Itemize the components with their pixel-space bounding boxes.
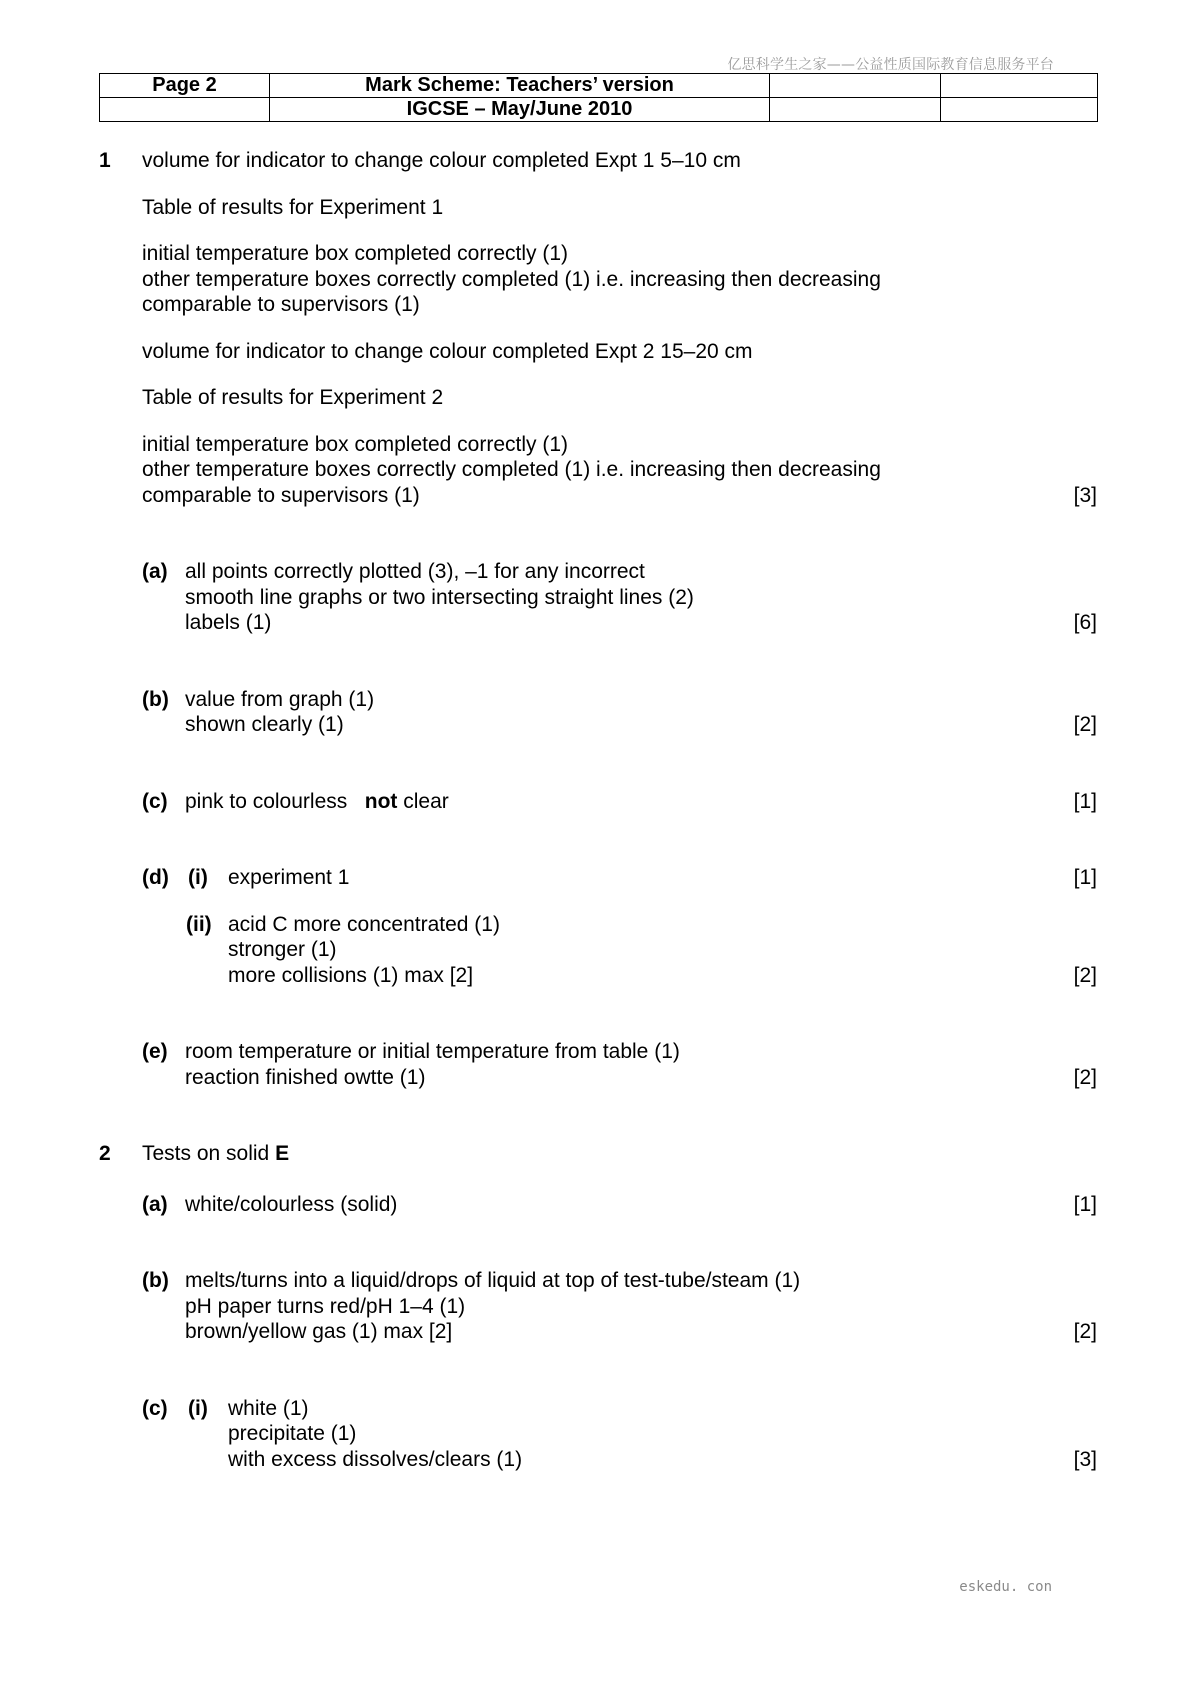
q1-line2 [99,339,1097,365]
header-cell-empty [941,74,1098,98]
answer-text: all points correctly plotted (3), –1 for any incorrect [185,560,645,583]
part-label: (c) [142,789,168,813]
header-subtitle: IGCSE – May/June 2010 [270,98,770,122]
answer-text: pH paper turns red/pH 1–4 (1) [185,1294,466,1318]
q2b-line2 [99,1294,1097,1320]
answer-text-bold: not [364,789,398,813]
header-cell-empty [770,98,941,122]
answer-text: initial temperature box completed correctly (1) [142,432,569,456]
q2a-line1 [99,1192,1097,1218]
q1d-ii-line1 [99,912,1097,938]
q2c-line3 [99,1447,1097,1473]
part-label: (a) [142,560,168,583]
answer-text-part: pink to colourless [185,789,348,813]
header-cell-empty [100,98,270,122]
q1b-line1 [99,687,1097,713]
question-number: 2 [99,1142,111,1165]
mark-value: [1] [1073,1192,1097,1216]
answer-text: smooth line graphs or two intersecting straight lines (2) [185,585,694,609]
subpart-label: (i) [188,1396,208,1420]
subpart-label: (i) [188,866,208,889]
answer-text: comparable to supervisors (1) [142,293,420,316]
q1-line1 [99,148,1097,174]
answer-text: white (1) [228,1396,309,1420]
answer-text: room temperature or initial temperature from table (1) [185,1040,680,1063]
answer-text: melts/turns into a liquid/drops of liquid at top of test-tube/steam (1) [185,1269,801,1292]
q1a-line1 [99,559,1097,585]
q1-t1-a [99,241,1097,267]
watermark: 亿思科学生之家——公益性质国际教育信息服务平台 [727,57,1054,73]
q1-table2-title [99,385,1097,411]
q1-t2-a [99,432,1097,458]
part-label: (b) [142,687,169,711]
answer-text-part: clear [403,789,449,813]
answer-text: other temperature boxes correctly completed (1) i.e. increasing then decreasing [142,458,881,481]
subpart-label: (ii) [186,912,212,936]
mark-value: [3] [1073,1447,1097,1471]
question-number: 1 [99,149,111,172]
part-label: (d) [142,866,169,889]
q1a-line2 [99,585,1097,611]
mark-value: [2] [1073,963,1097,987]
mark-value: [1] [1073,866,1097,889]
q1b-line2 [99,712,1097,738]
q1-t1-c [99,292,1097,318]
footer-watermark: eskedu. con [959,1579,1052,1595]
header-table [99,73,1098,122]
part-label: (c) [142,1396,168,1420]
answer-text [99,789,1097,815]
q2b-line3 [99,1319,1097,1345]
header-cell-empty [941,98,1098,122]
mark-value: [3] [1073,483,1097,507]
answer-text: Table of results for Experiment 1 [142,195,444,219]
part-label: (b) [142,1269,169,1292]
answer-text: Table of results for Experiment 2 [142,386,444,409]
q1-table1-title [99,195,1097,221]
q1-t2-c [99,483,1097,509]
answer-text: with excess dissolves/clears (1) [228,1447,523,1471]
q1d-ii-line3 [99,963,1097,989]
header-title: Mark Scheme: Teachers’ version [270,74,770,98]
answer-text: white/colourless (solid) [185,1192,398,1216]
answer-text: reaction finished owtte (1) [185,1065,426,1089]
answer-text: experiment 1 [228,866,350,889]
answer-text: precipitate (1) [228,1422,357,1445]
answer-text: shown clearly (1) [185,713,344,736]
q1d-ii-line2 [99,937,1097,963]
q1d-i [99,865,1097,891]
header-cell-empty [770,74,941,98]
q2-title [99,1141,1097,1167]
answer-text: stronger (1) [228,938,337,961]
answer-text: volume for indicator to change colour completed Expt 2 15–20 cm [142,339,753,363]
q2c-line2 [99,1421,1097,1447]
mark-value: [6] [1073,611,1097,634]
q1-t1-b [99,267,1097,293]
answer-text: labels (1) [185,611,272,634]
part-label: (e) [142,1040,168,1063]
q1a-line3 [99,610,1097,636]
answer-text: volume for indicator to change colour completed Expt 1 5–10 cm [142,149,741,172]
header-page: Page 2 [100,74,270,98]
answer-text: value from graph (1) [185,687,375,711]
mark-value: [2] [1073,1065,1097,1089]
answer-text: more collisions (1) max [2] [228,963,474,987]
mark-scheme-content [99,148,1097,1472]
answer-text-part: Tests on solid [142,1142,270,1165]
part-label: (a) [142,1192,168,1216]
q2c-line1 [99,1396,1097,1422]
mark-value: [1] [1073,789,1097,813]
answer-text: other temperature boxes correctly completed (1) i.e. increasing then decreasing [142,267,881,291]
q1-t2-b [99,457,1097,483]
answer-text: initial temperature box completed correctly (1) [142,242,569,265]
mark-value: [2] [1073,1320,1097,1343]
q1e-line1 [99,1039,1097,1065]
q1e-line2 [99,1065,1097,1091]
answer-text: brown/yellow gas (1) max [2] [185,1320,453,1343]
answer-text: acid C more concentrated (1) [228,912,500,936]
answer-text: comparable to supervisors (1) [142,483,420,507]
mark-value: [2] [1073,713,1097,736]
answer-text [99,1141,1097,1167]
q1c-line1 [99,789,1097,815]
q2b-line1 [99,1268,1097,1294]
answer-text-bold: E [275,1142,290,1165]
